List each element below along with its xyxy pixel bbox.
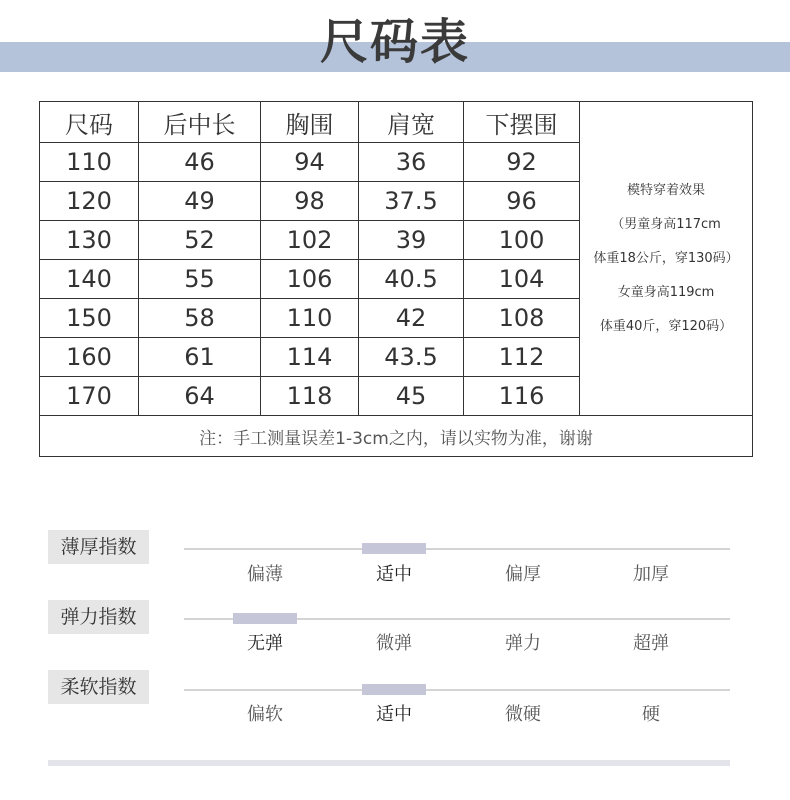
header-back-length: 后中长 xyxy=(139,102,261,143)
header-hem: 下摆围 xyxy=(464,102,580,143)
cell-chest: 102 xyxy=(261,221,359,260)
cell-back-length: 55 xyxy=(139,260,261,299)
model-info-line: 模特穿着效果 xyxy=(626,182,705,198)
cell-chest: 110 xyxy=(261,299,359,338)
softness-option: 适中 xyxy=(376,704,412,725)
header-chest: 胸围 xyxy=(261,102,359,143)
cell-back-length: 52 xyxy=(139,221,261,260)
cell-back-length: 64 xyxy=(139,377,261,416)
elasticity-index-label: 弹力指数 xyxy=(48,600,149,634)
thickness-index-marker xyxy=(362,543,426,554)
cell-shoulder: 39 xyxy=(359,221,464,260)
cell-back-length: 58 xyxy=(139,299,261,338)
elasticity-index-marker xyxy=(233,613,297,624)
elasticity-option: 超弹 xyxy=(633,633,669,654)
cell-chest: 118 xyxy=(261,377,359,416)
table-note: 注：手工测量误差1-3cm之内，请以实物为准，谢谢 xyxy=(40,416,753,457)
cell-shoulder: 43.5 xyxy=(359,338,464,377)
cell-shoulder: 45 xyxy=(359,377,464,416)
cell-shoulder: 40.5 xyxy=(359,260,464,299)
model-info-line: （男童身高117cm xyxy=(611,216,721,232)
cell-hem: 100 xyxy=(464,221,580,260)
cell-shoulder: 36 xyxy=(359,143,464,182)
softness-option: 偏软 xyxy=(247,704,283,725)
page-title xyxy=(0,6,790,78)
cell-chest: 106 xyxy=(261,260,359,299)
cell-hem: 92 xyxy=(464,143,580,182)
cell-size: 160 xyxy=(40,338,139,377)
cell-back-length: 49 xyxy=(139,182,261,221)
table-header-row xyxy=(40,102,753,143)
table-note-row xyxy=(40,416,753,457)
cell-back-length: 46 xyxy=(139,143,261,182)
softness-index-marker xyxy=(362,684,426,695)
model-info-line: 体重18公斤，穿130码） xyxy=(593,250,739,266)
cell-size: 110 xyxy=(40,143,139,182)
cell-back-length: 61 xyxy=(139,338,261,377)
size-table xyxy=(39,101,753,457)
thickness-option: 偏薄 xyxy=(247,564,283,585)
cell-hem: 116 xyxy=(464,377,580,416)
cell-size: 130 xyxy=(40,221,139,260)
cell-chest: 114 xyxy=(261,338,359,377)
cell-size: 170 xyxy=(40,377,139,416)
page-title-text: 尺码表 xyxy=(319,14,470,70)
model-info xyxy=(580,102,753,416)
cell-hem: 96 xyxy=(464,182,580,221)
bottom-divider xyxy=(48,760,730,766)
cell-size: 120 xyxy=(40,182,139,221)
softness-option: 硬 xyxy=(642,704,660,725)
softness-option: 微硬 xyxy=(505,704,541,725)
softness-index-line xyxy=(184,689,730,691)
elasticity-option: 弹力 xyxy=(505,633,541,654)
model-info-line: 体重40斤，穿120码） xyxy=(599,318,733,334)
thickness-option: 适中 xyxy=(376,564,412,585)
header-size: 尺码 xyxy=(40,102,139,143)
cell-size: 150 xyxy=(40,299,139,338)
cell-shoulder: 42 xyxy=(359,299,464,338)
softness-index-label: 柔软指数 xyxy=(48,670,149,704)
thickness-option: 偏厚 xyxy=(505,564,541,585)
thickness-option: 加厚 xyxy=(633,564,669,585)
cell-chest: 98 xyxy=(261,182,359,221)
thickness-index-line xyxy=(184,548,730,550)
cell-chest: 94 xyxy=(261,143,359,182)
elasticity-option: 微弹 xyxy=(376,633,412,654)
thickness-index-label: 薄厚指数 xyxy=(48,530,149,564)
cell-shoulder: 37.5 xyxy=(359,182,464,221)
cell-hem: 104 xyxy=(464,260,580,299)
model-info-line: 女童身高119cm xyxy=(617,284,715,300)
header-shoulder: 肩宽 xyxy=(359,102,464,143)
cell-hem: 112 xyxy=(464,338,580,377)
cell-hem: 108 xyxy=(464,299,580,338)
cell-size: 140 xyxy=(40,260,139,299)
elasticity-option: 无弹 xyxy=(247,633,283,654)
